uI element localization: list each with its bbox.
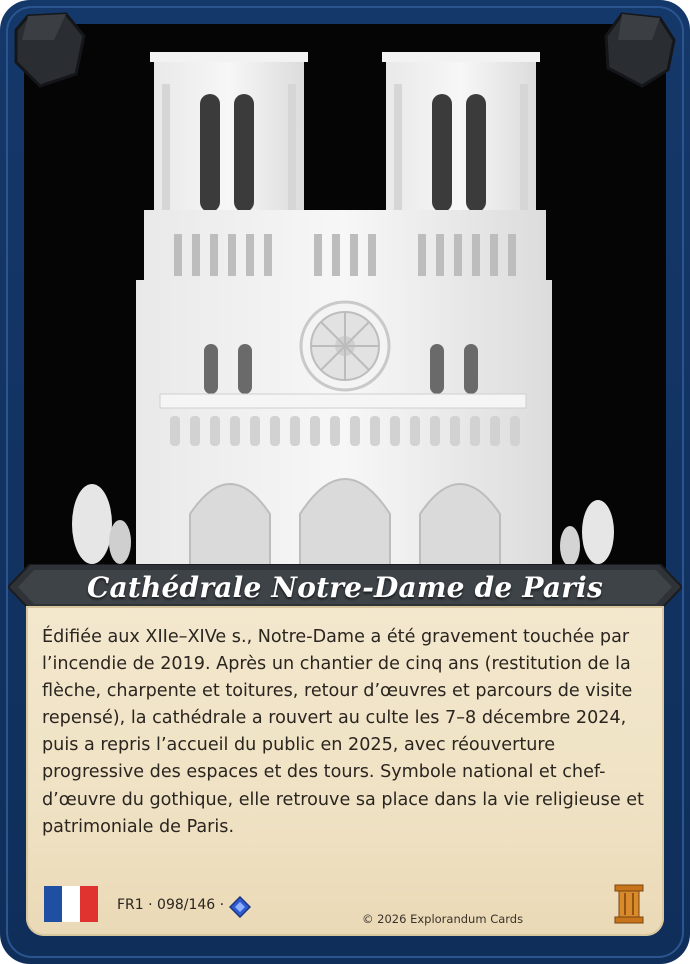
copyright-text: © 2026 Explorandum Cards [362,912,524,926]
card-artwork [24,24,666,580]
title-banner [8,564,682,610]
monument-pillar-icon [614,884,644,924]
corner-gem-icon [10,10,90,95]
card-description: Édifiée aux XIIe–XIVe s., Notre-Dame a été gravement touchée par l’incendie de 2019. Après un chantier de cinq ans (restitution de la flèche, charpente et toitures, retour d’œuvres et parcours de visite repensé), la cathédrale a rouvert au culte les 7–8 décembre 2024, puis a repris l’accueil du public en 2025, avec réouverture progressive des espaces et des tours. Symbole national et chef-d’œuvre du gothique, elle retrouve sa place dans la vie religieuse et patrimoniale de Paris. [42,627,644,837]
rare-diamond-icon [229,896,251,918]
card-text-box [26,606,664,936]
card-number: FR1 · 098/146 · [117,897,225,913]
card-title: Cathédrale Notre-Dame de Paris [87,571,603,604]
flag-france-icon [44,886,98,922]
corner-gem-icon [598,10,678,95]
